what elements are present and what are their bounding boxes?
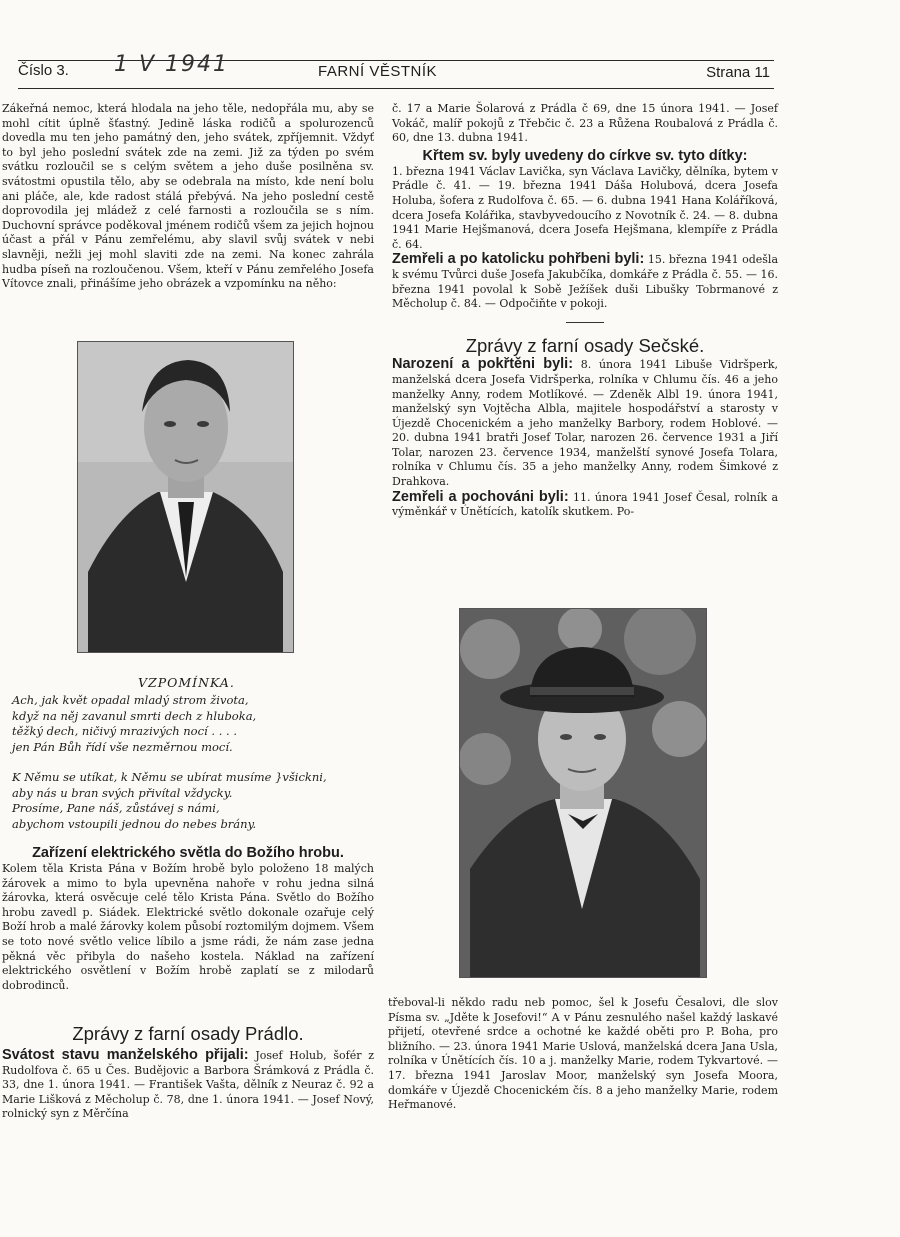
page-number: Strana 11 xyxy=(706,64,770,81)
intro-paragraph: Zákeřná nemoc, která hlodala na jeho těle, nedopřála mu, aby se mohl cítit úplně šťastný. Jedině láska rodičů a spolurozenců dovedla mu ten jeho památný den, jeho svátek, zpříjemnit. Vždyť to byl jeho poslední svátek zde na zemi. Již za týden po svém svátku rozloučil se s celým světem a jeho duše posilněna sv. svátostmi opustila tělo, aby se odebrala na místo, kde není bolu ani pláče, ale, kde radost stálá přebývá. Na jeho poslední cestě doprovodila jej mládež z celé farnosti a rozloučila se s ním. Duchovní správce poděkoval jménem rodičů všem za jejich hojnou účast a přál v Pánu zemřelému, aby slavil svůj svátek v nebi slavněji, nežli jej mohl slaviti zde na zemi. Na konec zahrála hudba píseň na rozloučenou. Všem, kteří v Pánu zemřelého Josefa Vítovce znali, přinášíme jeho obrázek a vzpomínku na něho: xyxy=(2,102,374,291)
birth-heading: Narození a pokřtěni byli: xyxy=(392,356,574,373)
publication-title: FARNÍ VĚSTNÍK xyxy=(318,63,438,80)
issue-number: Číslo 3. xyxy=(18,62,69,79)
poem-line: aby nás u bran svých přivítal vždycky. xyxy=(12,785,233,800)
died-heading: Zemřeli a po katolicku pohřbeni byli: xyxy=(392,251,645,268)
buried-text: 11. února 1941 Josef Česal, rolník a výměnkář v Únětících, katolík skutkem. Po- xyxy=(392,490,778,519)
marriage-paragraph xyxy=(2,1048,374,1122)
birth-text: 8. února 1941 Libuše Vidršperk, manželská dcera Josefa Vidršperka, rolníka v Chlumu čís. 46 a jeho manželky Anny, rodem Motlíkové. — Zdeněk Albl 19. února 1941, manželský syn Vojtěcha Albla, majitele hospodářství a starosty v Újezdě Chocenickém a jeho manželky Barbory, rodem Hoblové. — 20. dubna 1941 bratři Josef Tolar, narozen 26. července 1931 a Jiří Tolar, narozen 23. července 1934, manželští synové Josefa Tolara, rolníka v Chlumu čís. 35 a jeho manželky Anny, rodem Šimkové z Drahkova. xyxy=(392,358,778,489)
buried-heading: Zemřeli a pochováni byli: xyxy=(392,488,569,505)
poem-title: VZPOMÍNKA. xyxy=(138,675,235,690)
poem-line: Prosíme, Pane náš, zůstávej s námi, xyxy=(12,801,220,815)
electric-light-text: Kolem těla Krista Pána v Božím hrobě bylo položeno 18 malých žárovek a mimo to byla upevněna nahoře v rohu jedna silná žárovka, která osvěcuje celé tělo Krista Pána. Světlo do Božího hrobu zavedl p. Siádek. Elektrické světlo dokonale ozařuje celý Boží hrob a malé žárovky kolem působí roztomilým dojmem. Všem se toto nové světlo velice líbilo a jsme rádi, že nám zase jedna pěkná věc přibyla do našeho kostela. Náklad na zařízení elektrického osvětlení v Božím hrobě zaplatí se z milodarů dobrodinců. xyxy=(2,862,374,992)
marriage-heading: Svátost stavu manželského přijali: xyxy=(2,1046,249,1063)
poem-line: K Němu se utíkat, k Němu se ubírat musíme }všickni, xyxy=(12,770,327,784)
electric-light-heading: Zařízení elektrického světla do Božího hrobu. xyxy=(32,845,344,861)
page-header xyxy=(18,50,774,90)
right-column-top xyxy=(392,102,778,520)
poem-stanza-2 xyxy=(12,770,377,832)
right-column-bottom xyxy=(388,996,778,1113)
portrait-photo-elderly-man xyxy=(459,608,707,978)
died-text: 15. března 1941 odešla k svému Tvůrci duše Josefa Jakubčíka, domkáře z Prádla č. 55. — 16. března 1941 povolal k Sobě Ježíšek duši Libušky Tobrmanové z Měcholup č. 84. — Odpočiňte v pokoji. xyxy=(392,253,779,311)
birth-paragraph xyxy=(392,357,778,489)
marriage-text: Josef Holub, šofér z Rudolfova č. 65 u Čes. Budějovic a Barbora Šrámková z Prádla č. 33, dne 1. února 1941. — František Vašta, dělník z Neuraz č. 92 a Marie Lišková z Měcholup č. 78, dne 1. února 1941. — Josef Nový, rolnický syn z Měrčína xyxy=(2,1048,375,1121)
poem-line: když na něj zavanul smrti dech z hluboka, xyxy=(12,708,257,723)
poem-line: těžký dech, ničivý mrazivých nocí . . . . xyxy=(12,724,237,738)
pradlo-section-title: Zprávy z farní osady Prádlo. xyxy=(72,1023,304,1045)
portrait-young-man-icon xyxy=(78,342,293,652)
poem-line: abychom vstoupili jednou do nebes brány. xyxy=(12,816,257,831)
baptized-text: 1. března 1941 Václav Lavička, syn Václava Lavičky, dělníka, bytem v Prádle č. 41. — 19. března 1941 Dáša Holubová, dcera Josefa Holuba, šofera z Rudolfova č. 65. — 6. dubna 1941 Hana Koláříková, dcera Josefa Kolářika, stavbyvedoucího z Novotník č. 24. — 8. dubna 1941 Marie Hejšmanová, dcera Josefa Hejšmana, klempíře z Prádla č. 64. xyxy=(392,164,778,251)
after-photo-text: třeboval-li někdo radu neb pomoc, šel k Josefu Česalovi, dle slov Písma sv. „Jděte k Josefovi!“ A v Pánu zesnulého našel každý laskavé přijetí, otevřené srdce a ochotné ke každé oběti pro P. Boha, pro bližního. — 23. února 1941 Marie Uslová, manželská dcera Jana Usla, rolníka v Únětících čís. 10 a j. manželky Marie, rodem Tykvartové. — 17. března 1941 Jaroslav Moor, manželský syn Josefa Moora, domkáře v Újezdě Chocenickém čís. 8 a jeho manželky Marie, rodem Heřmanové. xyxy=(388,996,778,1112)
baptized-heading: Křtem sv. byly uvedeny do církve sv. tyto dítky: xyxy=(422,147,748,164)
buried-paragraph xyxy=(392,490,778,520)
portrait-photo-young-man xyxy=(77,341,294,653)
poem-line: Ach, jak květ opadal mladý strom života, xyxy=(12,693,249,707)
poem-line: jen Pán Bůh řídí vše nezměrnou mocí. xyxy=(12,739,233,754)
poem-stanza-1 xyxy=(12,693,377,755)
marriage-continued: č. 17 a Marie Šolarová z Prádla č 69, dne 15 února 1941. — Josef Vokáč, malíř pokojů z Třebčic č. 23 a Růžena Roubalová z Prádla č. 60, dne 13. dubna 1941. xyxy=(392,102,778,145)
portrait-elderly-man-icon xyxy=(460,609,706,977)
header-rule-bottom xyxy=(18,88,774,89)
died-paragraph xyxy=(392,252,778,311)
left-column-top xyxy=(2,102,374,292)
left-column-bottom xyxy=(2,843,374,1122)
handwritten-date: 1 V 1941 xyxy=(114,52,230,77)
secske-section-title: Zprávy z farní osady Sečské. xyxy=(465,334,705,356)
